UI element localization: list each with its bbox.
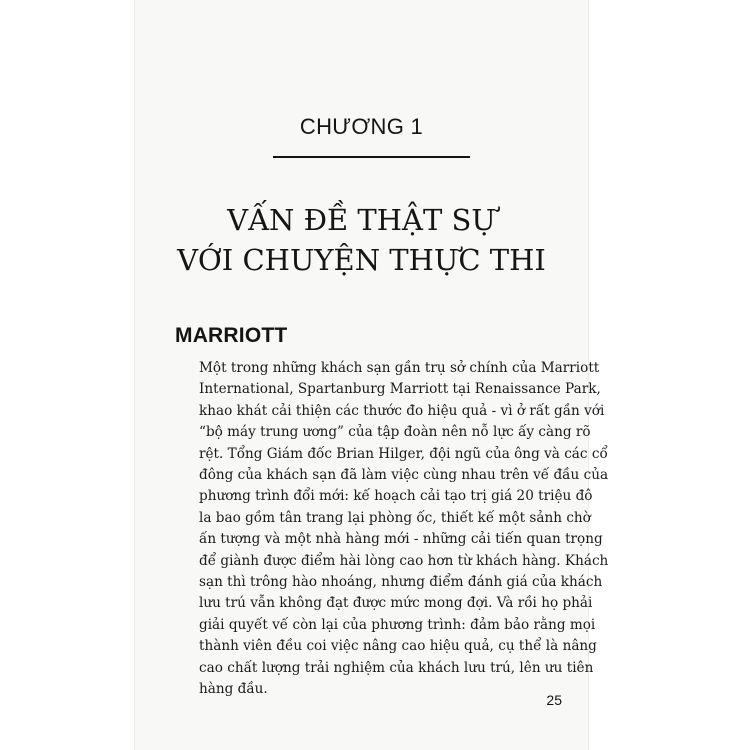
chapter-title-line-1: VẤN ĐỀ THẬT SỰ [227, 203, 496, 237]
body-line: đông của khách sạn đã làm việc cùng nhau trên vế đầu của [199, 467, 609, 484]
body-line: International, Spartanburg Marriott tại Renaissance Park, [199, 381, 601, 398]
section-heading: MARRIOTT [175, 324, 288, 347]
body-line: thành viên đều coi việc nâng cao hiệu quả, cụ thể là nâng [199, 638, 597, 655]
chapter-title [135, 200, 588, 280]
body-line: phương trình đổi mới: kế hoạch cải tạo trị giá 20 triệu đô [199, 488, 593, 505]
body-line: giải quyết vế còn lại của phương trình: đảm bảo rằng mọi [199, 616, 596, 633]
page-number: 25 [546, 692, 562, 708]
body-line: ấn tượng và một nhà hàng mới - những cải tiến quan trọng [199, 531, 603, 548]
body-line: cao chất lượng trải nghiệm của khách lưu trú, lên ưu tiên [199, 659, 594, 676]
body-line: lưu trú vẫn không đạt được mức mong đợi. Và rồi họ phải [199, 595, 593, 612]
body-line: sạn thì trông hào nhoáng, nhưng điểm đánh giá của khách [199, 574, 603, 591]
body-line: Một trong những khách sạn gần trụ sở chính của Marriott [199, 360, 600, 376]
body-line: hàng đầu. [199, 681, 268, 698]
chapter-label: CHƯƠNG 1 [299, 114, 424, 139]
chapter-title-line-2: VỚI CHUYỆN THỰC THI [177, 243, 546, 277]
body-line: “bộ máy trung ương” của tập đoàn nên nỗ lực ấy càng rõ [199, 424, 591, 441]
chapter-divider [273, 156, 470, 158]
body-line: để giành được điểm hài lòng cao hơn từ khách hàng. Khách [199, 552, 609, 569]
body-line: la bao gồm tân trang lại phòng ốc, thiết kế một sảnh chờ [199, 509, 591, 526]
body-line: khao khát cải thiện các thước đo hiệu quả - vì ở rất gần với [199, 402, 605, 419]
book-page [135, 0, 609, 750]
body-line: rệt. Tổng Giám đốc Brian Hilger, đội ngũ của ông và các cổ [199, 445, 608, 462]
